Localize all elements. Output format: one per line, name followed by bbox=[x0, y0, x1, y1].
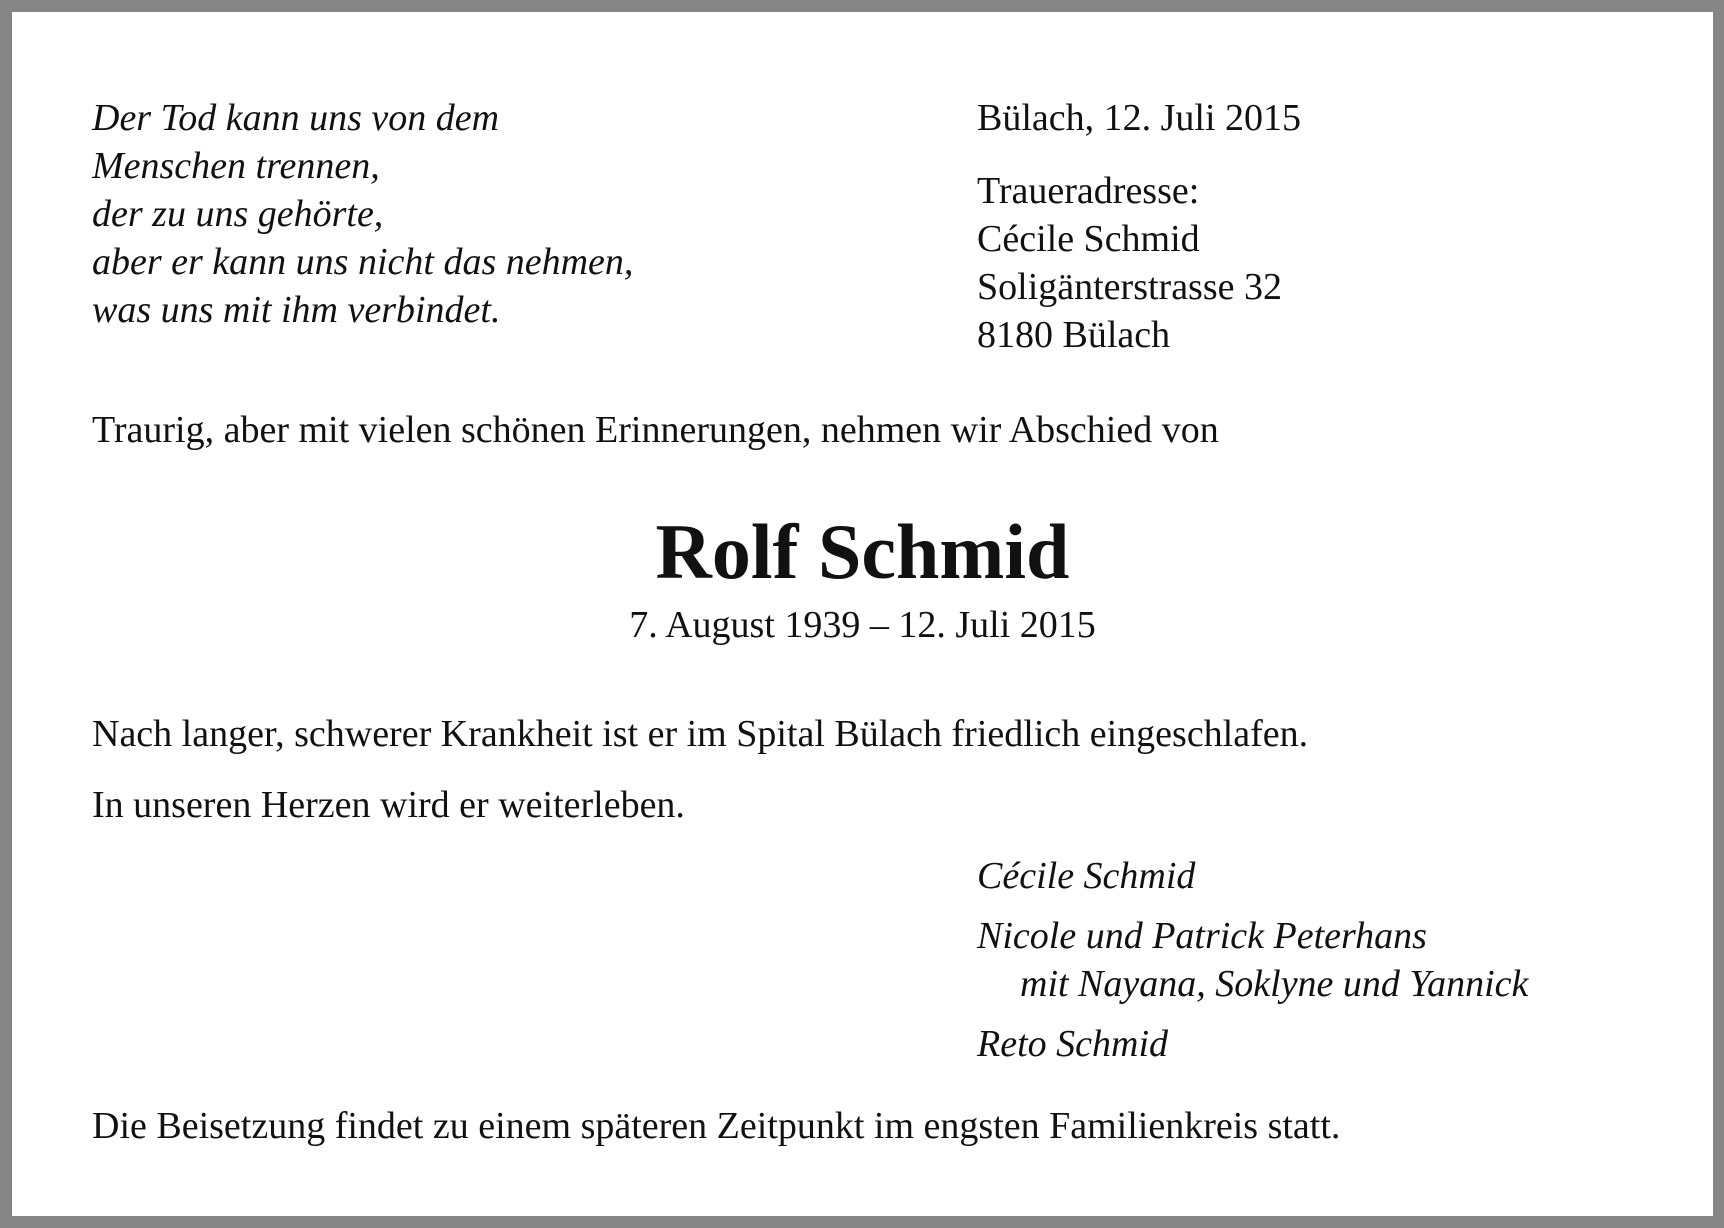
address-heading: Traueradresse: bbox=[977, 170, 1200, 212]
signer-1: Cécile Schmid bbox=[977, 855, 1196, 897]
poem-line: Menschen trennen, bbox=[92, 145, 380, 187]
address-street: Soligänterstrasse 32 bbox=[977, 266, 1283, 308]
poem-line: was uns mit ihm verbindet. bbox=[92, 289, 501, 331]
deceased-name: Rolf Schmid bbox=[655, 508, 1070, 595]
paragraph-illness: Nach langer, schwerer Krankheit ist er im Spital Bülach friedlich eingeschlafen. bbox=[92, 713, 1309, 755]
poem-line: aber er kann uns nicht das nehmen, bbox=[92, 241, 634, 283]
life-dates: 7. August 1939 – 12. Juli 2015 bbox=[629, 604, 1096, 646]
place-date: Bülach, 12. Juli 2015 bbox=[977, 97, 1302, 139]
signer-2: Nicole und Patrick Peterhans bbox=[977, 915, 1427, 957]
burial-note: Die Beisetzung findet zu einem späteren Zeitpunkt im engsten Familienkreis statt. bbox=[92, 1105, 1341, 1147]
poem bbox=[92, 94, 633, 334]
signer-2-children: mit Nayana, Soklyne und Yannick bbox=[1020, 963, 1529, 1005]
address-name: Cécile Schmid bbox=[977, 218, 1200, 260]
signers bbox=[977, 852, 1528, 1068]
paragraph-remembrance: In unseren Herzen wird er weiterleben. bbox=[92, 784, 685, 826]
address-city: 8180 Bülach bbox=[977, 314, 1171, 356]
intro-text: Traurig, aber mit vielen schönen Erinnerungen, nehmen wir Abschied von bbox=[92, 409, 1219, 451]
poem-line: Der Tod kann uns von dem bbox=[92, 97, 500, 139]
obituary-page bbox=[12, 12, 1713, 1216]
mourning-address bbox=[977, 167, 1282, 359]
poem-line: der zu uns gehörte, bbox=[92, 193, 384, 235]
signer-3: Reto Schmid bbox=[977, 1023, 1169, 1065]
